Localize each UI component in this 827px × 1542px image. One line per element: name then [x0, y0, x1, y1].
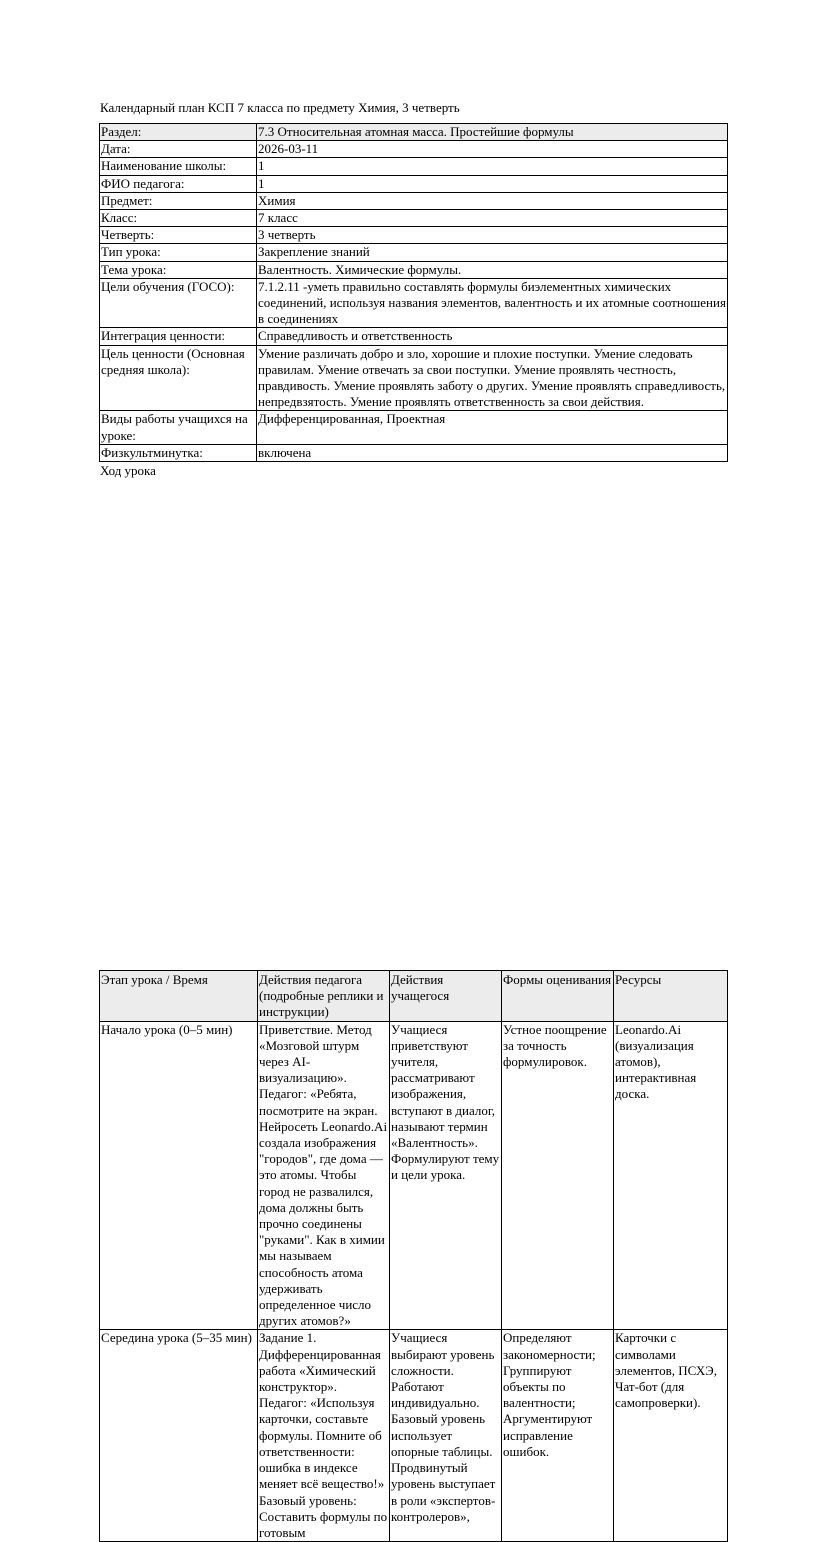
info-label: Предмет:: [100, 192, 257, 209]
info-label: Класс:: [100, 210, 257, 227]
info-value: Химия: [257, 192, 728, 209]
info-value: включена: [257, 444, 728, 461]
column-header: Действия учащегося: [390, 971, 502, 1022]
info-row: [100, 244, 728, 261]
info-label: Физкультминутка:: [100, 444, 257, 461]
page-title: Календарный план КСП 7 класса по предмету Химия, 3 четверть: [100, 100, 460, 115]
info-value: 2026-03-11: [257, 141, 728, 158]
info-row: [100, 278, 728, 328]
info-label: Цели обучения (ГОСО):: [100, 278, 257, 328]
teacher-actions-cell: Приветствие. Метод «Мозговой штурм через AI-визуализацию». Педагог: «Ребята, посмотрите на экран. Нейросеть Leonardo.Ai создала изображения "городов", где дома — это атомы. Чтобы город не развалился, дома должны быть прочно соединены "руками". Как в химии мы называем способность атома удерживать определенное число других атомов?»: [258, 1021, 390, 1330]
info-row: [100, 158, 728, 175]
info-label: Тип урока:: [100, 244, 257, 261]
info-value: 1: [257, 175, 728, 192]
info-row: [100, 141, 728, 158]
info-value: Дифференцированная, Проектная: [257, 411, 728, 444]
info-label: Цель ценности (Основная средняя школа):: [100, 345, 257, 411]
info-value: Справедливость и ответственность: [257, 328, 728, 345]
info-value: 1: [257, 158, 728, 175]
info-row: [100, 444, 728, 461]
info-label: Наименование школы:: [100, 158, 257, 175]
info-value: Валентность. Химические формулы.: [257, 261, 728, 278]
student-actions-cell: Учащиеся выбирают уровень сложности. Работают индивидуально. Базовый уровень использует опорные таблицы. Продвинутый уровень выступает в роли «экспертов-контролеров»,: [390, 1330, 502, 1542]
stage-cell: Середина урока (5–35 мин): [100, 1330, 258, 1542]
table-row: [100, 1021, 728, 1330]
info-row: [100, 175, 728, 192]
column-header: Этап урока / Время: [100, 971, 258, 1022]
info-row: [100, 345, 728, 411]
teacher-actions-cell: Задание 1. Дифференцированная работа «Химический конструктор». Педагог: «Используя карточки, составьте формулы. Помните об ответственности: ошибка в индексе меняет всё вещество!» Базовый уровень: Составить формулы по готовым: [258, 1330, 390, 1542]
info-value: Закрепление знаний: [257, 244, 728, 261]
info-value: 7 класс: [257, 210, 728, 227]
info-row: [100, 227, 728, 244]
section-heading: Ход урока: [100, 463, 156, 478]
column-header: Ресурсы: [614, 971, 728, 1022]
info-label: Тема урока:: [100, 261, 257, 278]
assessment-cell: Определяют закономерности; Группируют объекты по валентности; Аргументируют исправление ошибок.: [502, 1330, 614, 1542]
resources-cell: Карточки с символами элементов, ПСХЭ, Чат-бот (для самопроверки).: [614, 1330, 728, 1542]
info-label: Раздел:: [100, 124, 257, 141]
column-header: Действия педагога (подробные реплики и инструкции): [258, 971, 390, 1022]
table-header-row: [100, 971, 728, 1022]
info-label: Интеграция ценности:: [100, 328, 257, 345]
info-row: [100, 411, 728, 444]
lesson-plan-table: [99, 970, 728, 1542]
info-row: [100, 328, 728, 345]
lesson-table-viewport: [99, 485, 728, 1540]
info-value: 7.3 Относительная атомная масса. Простейшие формулы: [257, 124, 728, 141]
student-actions-cell: Учащиеся приветствуют учителя, рассматривают изображения, вступают в диалог, называют термин «Валентность». Формулируют тему и цели урока.: [390, 1021, 502, 1330]
column-header: Формы оценивания: [502, 971, 614, 1022]
stage-cell: Начало урока (0–5 мин): [100, 1021, 258, 1330]
table-row: [100, 1330, 728, 1542]
info-label: Виды работы учащихся на уроке:: [100, 411, 257, 444]
info-label: Четверть:: [100, 227, 257, 244]
assessment-cell: Устное поощрение за точность формулировок.: [502, 1021, 614, 1330]
info-row: [100, 261, 728, 278]
info-row: [100, 192, 728, 209]
info-row: [100, 124, 728, 141]
info-value: 3 четверть: [257, 227, 728, 244]
info-label: Дата:: [100, 141, 257, 158]
resources-cell: Leonardo.Ai (визуализация атомов), интерактивная доска.: [614, 1021, 728, 1330]
info-label: ФИО педагога:: [100, 175, 257, 192]
info-row: [100, 210, 728, 227]
info-value: 7.1.2.11 -уметь правильно составлять формулы биэлементных химических соединений, используя названия элементов, валентность и их атомные соотношения в соединениях: [258, 278, 726, 327]
lesson-info-table: [99, 123, 728, 462]
info-value: Умение различать добро и зло, хорошие и плохие поступки. Умение следовать правилам. Умение отвечать за свои поступки. Умение проявлять честность, правдивость. Умение проявлять заботу о других. Умение проявлять справедливость, непредвзятость. Умение проявлять ответственность за свои действия.: [257, 345, 728, 411]
